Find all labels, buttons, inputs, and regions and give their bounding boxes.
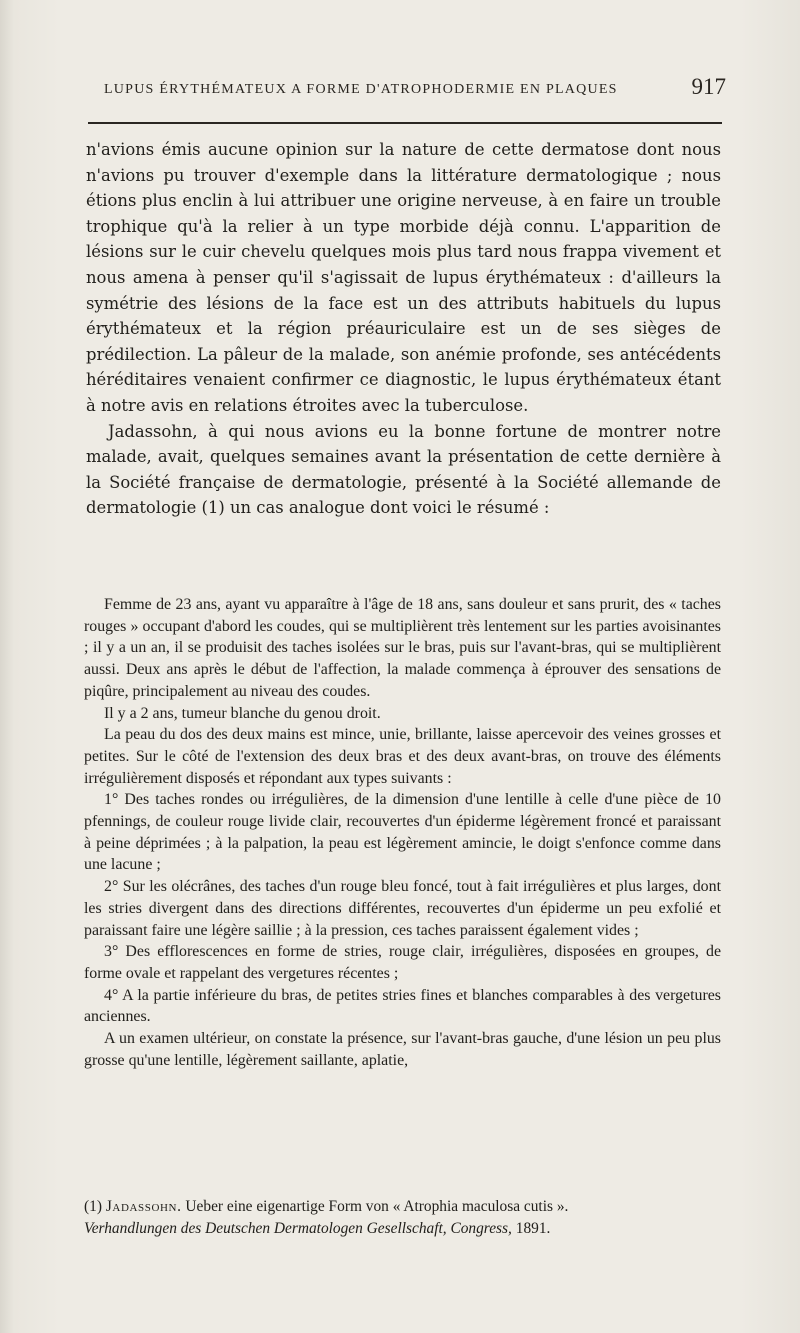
footnote-line	[84, 1196, 721, 1218]
footnote-author: Jadassohn.	[105, 1198, 182, 1215]
case-paragraph: 3° Des efflorescences en forme de stries, rouge clair, irrégulières, disposées en groupes, de forme ovale et rappelant des vergetures récentes ;	[84, 943, 721, 982]
case-paragraph: 2° Sur les olécrânes, des taches d'un rouge bleu foncé, tout à fait irrégulières et plus larges, dont les stries divergent dans des directions différentes, recouvertes d'un épiderme un peu exfolié et paraissant faire une légère saillie ; à la pression, ces taches paraissent également vides ;	[84, 878, 721, 939]
page-number: 917	[691, 74, 726, 99]
running-title: LUPUS ÉRYTHÉMATEUX A FORME D'ATROPHODERMIE EN PLAQUES	[104, 82, 618, 97]
footnote	[84, 1196, 721, 1239]
case-summary	[84, 594, 721, 1071]
main-text	[86, 137, 721, 521]
footnote-line	[84, 1218, 721, 1240]
case-paragraph: A un examen ultérieur, on constate la présence, sur l'avant-bras gauche, d'une lésion un peu plus grosse qu'une lentille, légèrement saillante, aplatie,	[84, 1030, 721, 1069]
footnote-year: 1891.	[515, 1219, 551, 1237]
case-paragraph: Femme de 23 ans, ayant vu apparaître à l'âge de 18 ans, sans douleur et sans prurit, des « taches rouges » occupant d'abord les coudes, qui se multiplièrent très lentement sur les parties avoisinantes ; il y a un an, il se produisit des taches isolées sur le bras, puis sur l'avant-bras, qui se multiplièrent aussi. Deux ans après le début de l'affection, la malade commença à éprouver des sensations de piqûre, principalement au niveau des coudes.	[84, 596, 721, 700]
paragraph: Jadassohn, à qui nous avions eu la bonne fortune de montrer notre malade, avait, quelques semaines avant la présentation de cette dernière à la Société française de dermatologie, présenté à la Société allemande de dermatologie (1) un cas analogue dont voici le résumé :	[86, 421, 721, 518]
header-rule	[88, 122, 722, 124]
footnote-marker: (1)	[84, 1198, 102, 1215]
footnote-source: Verhandlungen des Deutschen Dermatologen Gesellschaft, Congress,	[84, 1219, 512, 1237]
case-paragraph: 1° Des taches rondes ou irrégulières, de la dimension d'une lentille à celle d'une pièce de 10 pfennings, de couleur rouge livide clair, recouvertes d'un épiderme légèrement froncé et paraissant à peine déprimées ; à la palpation, la peau est légèrement amincie, le doigt s'enfonce comme dans une lacune ;	[84, 791, 721, 874]
case-paragraph: 4° A la partie inférieure du bras, de petites stries fines et blanches comparables à des vergetures anciennes.	[84, 986, 721, 1026]
footnote-title: Ueber eine eigenartige Form von « Atrophia maculosa cutis ».	[185, 1198, 569, 1215]
paragraph: n'avions émis aucune opinion sur la nature de cette dermatose dont nous n'avions pu trouver d'exemple dans la littérature dermatologique ; nous étions plus enclin à lui attribuer une origine nerveuse, à en faire un trouble trophique qu'à la relier à un type morbide déjà connu. L'apparition de lésions sur le cuir chevelu quelques mois plus tard nous frappa vivement et nous amena à penser qu'il s'agissait de lupus érythémateux : d'ailleurs la symétrie des lésions de la face est un des attributs habituels du lupus érythémateux et la région préauriculaire est un de ses sièges de prédilection. La pâleur de la malade, son anémie profonde, ses antécédents héréditaires venaient confirmer ce diagnostic, le lupus érythémateux étant à notre avis en relations étroites avec la tuberculose.	[86, 140, 721, 415]
case-paragraph: La peau du dos des deux mains est mince, unie, brillante, laisse apercevoir des veines grosses et petites. Sur le côté de l'extension des deux bras et des deux avant-bras, on trouve des éléments irrégulièrement disposés et répondant aux types suivants :	[84, 726, 721, 787]
page-header	[86, 72, 726, 106]
case-paragraph: Il y a 2 ans, tumeur blanche du genou droit.	[104, 704, 381, 722]
